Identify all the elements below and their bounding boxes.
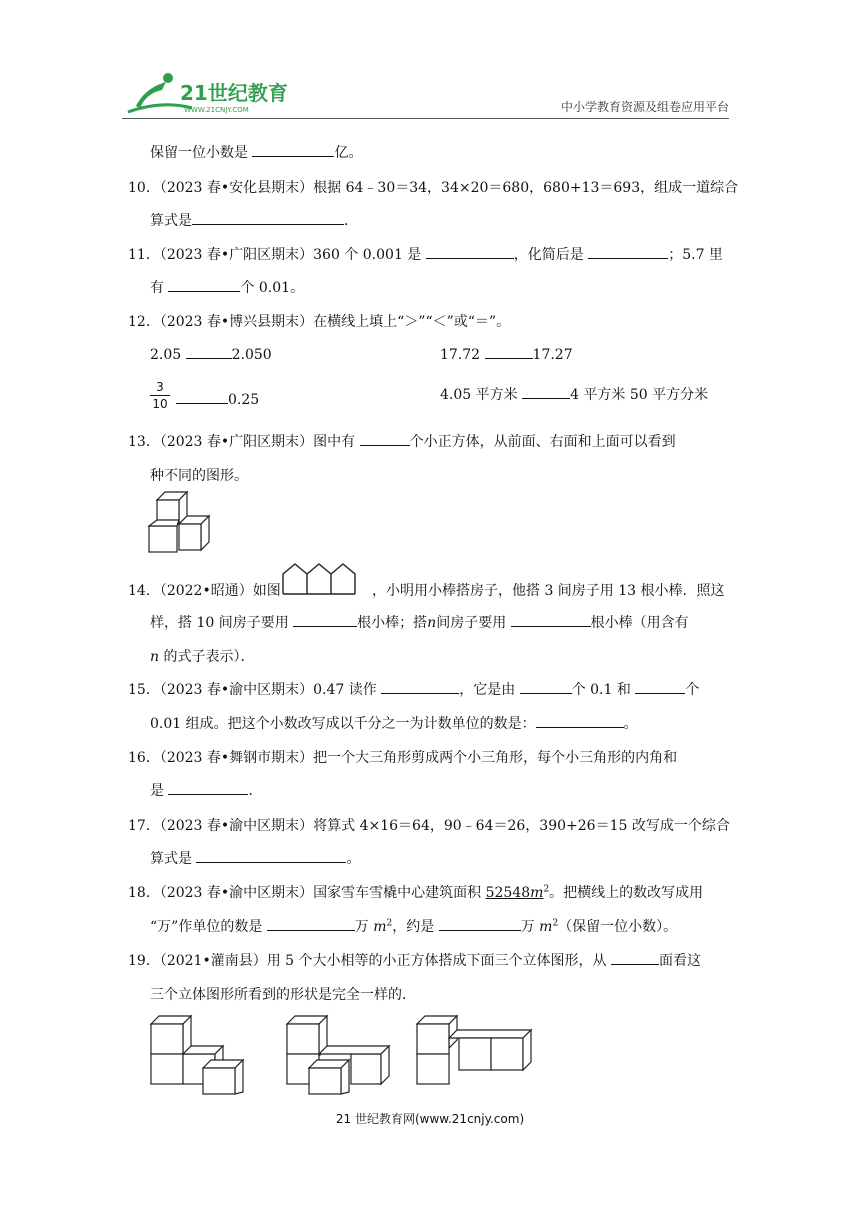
q10-line2: 算式是 ．: [150, 213, 358, 229]
q19-line1: 19．（2021•灌南县）用 5 个大小相等的小正方体搭成下面三个立体图形，从 面看这: [128, 953, 701, 969]
q13-line2: 种不同的图形。: [150, 468, 248, 484]
q14-line1-a: 14．（2022•昭通）如图: [128, 583, 281, 599]
q12-compare-3: 0.25: [176, 391, 259, 408]
q18-line1: 18．（2023 春•渝中区期末）国家雪车雪橇中心建筑面积 $52548m^2$。把横线上的数改写成用: [128, 884, 704, 901]
q14-line3: n 的式子表示）．: [150, 649, 255, 665]
q12-title: 12．（2023 春•博兴县期末）在横线上填上“＞”“＜”或“＝”。: [128, 314, 511, 330]
q13-cube-figure: [145, 490, 220, 556]
page-footer: 21 世纪教育网(www.21cnjy.com): [335, 1112, 525, 1126]
q15-line2: 0.01 组成。把这个小数改写成以千分之一为计数单位的数是： 。: [150, 716, 638, 732]
q11-line1: 11．（2023 春•广阳区期末）360 个 0.001 是 ，化简后是 ；5.7 里: [128, 247, 723, 263]
q15-line1: 15．（2023 春•渝中区期末）0.47 读作 ，它是由 个 0.1 和 个: [128, 682, 700, 698]
q12-fraction: $\frac{3}{10}$: [150, 380, 170, 411]
q12-compare-1: 2.05 2.050: [150, 347, 272, 363]
q14-line1-b: ，小明用小棒搭房子，他搭 3 间房子用 13 根小棒．照这: [372, 583, 725, 599]
logo: [122, 66, 292, 116]
q12-compare-2: 17.72 17.27: [440, 347, 573, 363]
logo-url: WWW.21CNJY.COM: [184, 106, 249, 114]
q17-line2: 算式是 。: [150, 851, 361, 867]
q17-line1: 17．（2023 春•渝中区期末）将算式 4×16＝64，90﹣64＝26，390+26＝15 改写成一个综合: [128, 818, 730, 834]
q19-line2: 三个立体图形所看到的形状是完全一样的．: [150, 987, 416, 1003]
header-platform-text: 中小学教育资源及组卷应用平台: [560, 100, 729, 114]
q12-compare-4: 4.05 平方米 4 平方米 50 平方分米: [440, 387, 709, 403]
q11-line2: 有 个 0.01。: [150, 280, 305, 296]
q10-line1: 10．（2023 春•安化县期末）根据 64﹣30＝34，34×20＝680，680+13＝693，组成一道综合: [128, 180, 739, 196]
q16-line2: 是 ．: [150, 783, 263, 799]
header-divider: [122, 118, 729, 119]
q13-line1: 13．（2023 春•广阳区期末）图中有 个小正方体，从前面、右面和上面可以看到: [128, 434, 676, 450]
q16-line1: 16．（2023 春•舞钢市期末）把一个大三角形剪成两个小三角形，每个小三角形的内角和: [128, 750, 678, 766]
q19-cube-figures: [145, 1010, 540, 1096]
q14-line2: 样，搭 10 间房子要用 根小棒；搭n间房子要用 根小棒（用含有: [150, 615, 689, 631]
q18-line2: “万”作单位的数是 万 $m^2$，约是 万 $m^2$（保留一位小数）。: [150, 918, 678, 935]
logo-text: 21世纪教育: [180, 81, 288, 105]
q14-houses-figure: [281, 562, 373, 596]
q9-cont: 保留一位小数是 亿。: [150, 145, 363, 161]
